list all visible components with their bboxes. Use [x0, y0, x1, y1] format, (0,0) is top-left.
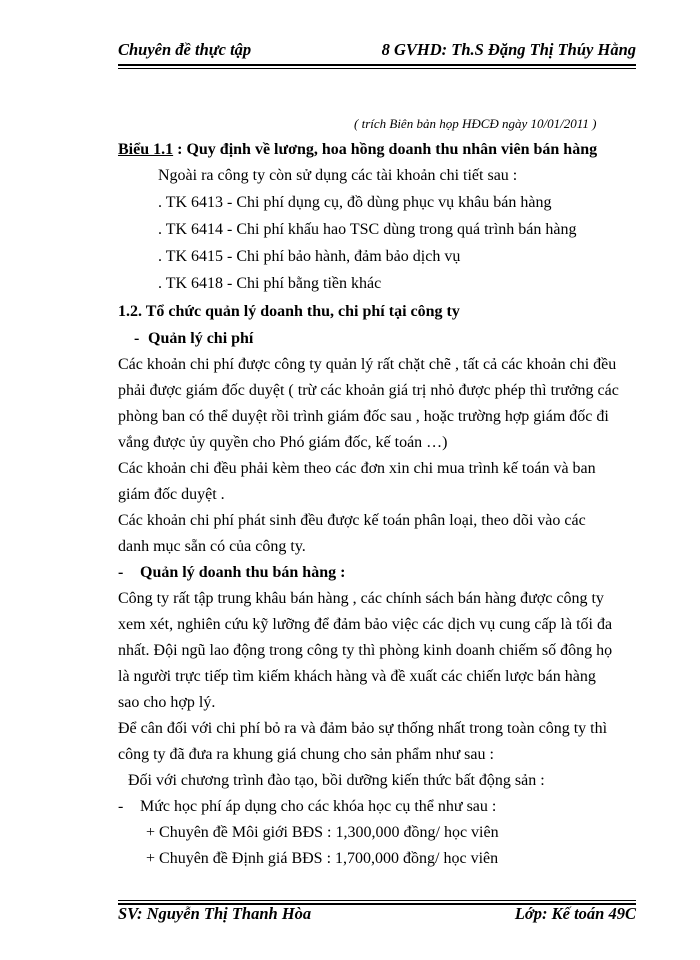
fee-intro: Mức học phí áp dụng cho các khóa học cụ thể như sau :	[140, 798, 497, 815]
source-note: ( trích Biên bản họp HĐCĐ ngày 10/01/2011 )	[354, 116, 597, 131]
cost-para2-line: Các khoản chi đều phải kèm theo các đơn xin chi mua trình kế toán và ban	[118, 460, 596, 477]
footer-class: Lớp: Kế toán 49C	[514, 904, 636, 923]
revenue-para1-line: Công ty rất tập trung khâu bán hàng , các chính sách bán hàng được công ty	[118, 590, 604, 607]
account-item: . TK 6418 - Chi phí bằng tiền khác	[158, 275, 382, 292]
revenue-para2-line: công ty đã đưa ra khung giá chung cho sản phẩm như sau :	[118, 746, 494, 763]
fee-dash: -	[118, 798, 124, 815]
account-item: . TK 6415 - Chi phí bảo hành, đảm bảo dịch vụ	[158, 248, 461, 265]
cost-para1-line: phòng ban có thể duyệt rồi trình giám đốc sau , hoặc trường hợp giám đốc đi	[118, 408, 609, 425]
fee-item: + Chuyên đề Định giá BĐS : 1,700,000 đồng/ học viên	[146, 850, 499, 867]
revenue-para1-line: sao cho hợp lý.	[118, 694, 216, 711]
cost-para1-line: phải được giám đốc duyệt ( trừ các khoản giá trị nhỏ được phép thì trưởng các	[118, 382, 619, 399]
table-caption-label: Biểu 1.1	[118, 141, 174, 158]
revenue-para3: Đối với chương trình đào tạo, bồi dưỡng kiến thức bất động sản :	[128, 772, 545, 789]
page-header	[118, 40, 636, 66]
revenue-para1-line: là người trực tiếp tìm kiếm khách hàng và đề xuất các chiến lược bán hàng	[118, 668, 596, 685]
account-item: . TK 6413 - Chi phí dụng cụ, đồ dùng phục vụ khâu bán hàng	[158, 194, 552, 211]
table-caption-text: : Quy định về lương, hoa hồng doanh thu nhân viên bán hàng	[177, 141, 598, 158]
footer-rule-thin	[118, 900, 636, 901]
revenue-mgmt-dash: -	[118, 564, 124, 581]
revenue-para2-line: Để cân đối với chi phí bỏ ra và đảm bảo sự thống nhất trong toàn công ty thì	[118, 720, 608, 737]
account-item: . TK 6414 - Chi phí khấu hao TSC dùng trong quá trình bán hàng	[158, 221, 577, 238]
cost-para3-line: Các khoản chi phí phát sinh đều được kế toán phân loại, theo dõi vào các	[118, 512, 586, 529]
cost-mgmt-heading: Quản lý chi phí	[148, 330, 254, 347]
revenue-para1-line: nhất. Đội ngũ lao động trong công ty thì phòng kinh doanh chiếm số đông họ	[118, 642, 613, 659]
cost-para2-line: giám đốc duyệt .	[118, 486, 225, 503]
fee-item: + Chuyên đề Môi giới BĐS : 1,300,000 đồng/ học viên	[146, 824, 499, 841]
cost-mgmt-dash: -	[134, 330, 140, 347]
cost-para1-line: vắng được ủy quyền cho Phó giám đốc, kế toán …)	[118, 434, 448, 451]
header-page-advisor: 8 GVHD: Th.S Đặng Thị Thúy Hằng	[381, 40, 636, 59]
revenue-mgmt-heading: Quản lý doanh thu bán hàng :	[140, 564, 346, 581]
revenue-para1-line: xem xét, nghiên cứu kỹ lưỡng để đảm bảo việc các dịch vụ cung cấp là tối đa	[118, 616, 613, 633]
table-caption	[118, 140, 597, 160]
header-rule-thick	[118, 64, 636, 66]
cost-para3-line: danh mục sẵn có của công ty.	[118, 538, 306, 555]
accounts-intro: Ngoài ra công ty còn sử dụng các tài khoản chi tiết sau :	[158, 167, 518, 184]
page-footer	[118, 904, 636, 930]
footer-student: SV: Nguyễn Thị Thanh Hòa	[118, 904, 312, 923]
section-heading: 1.2. Tổ chức quản lý doanh thu, chi phí tại công ty	[118, 303, 460, 320]
header-title: Chuyên đề thực tập	[118, 40, 252, 59]
header-rule-thin	[118, 68, 636, 69]
cost-para1-line: Các khoản chi phí được công ty quản lý rất chặt chẽ , tất cả các khoản chi đều	[118, 356, 617, 373]
